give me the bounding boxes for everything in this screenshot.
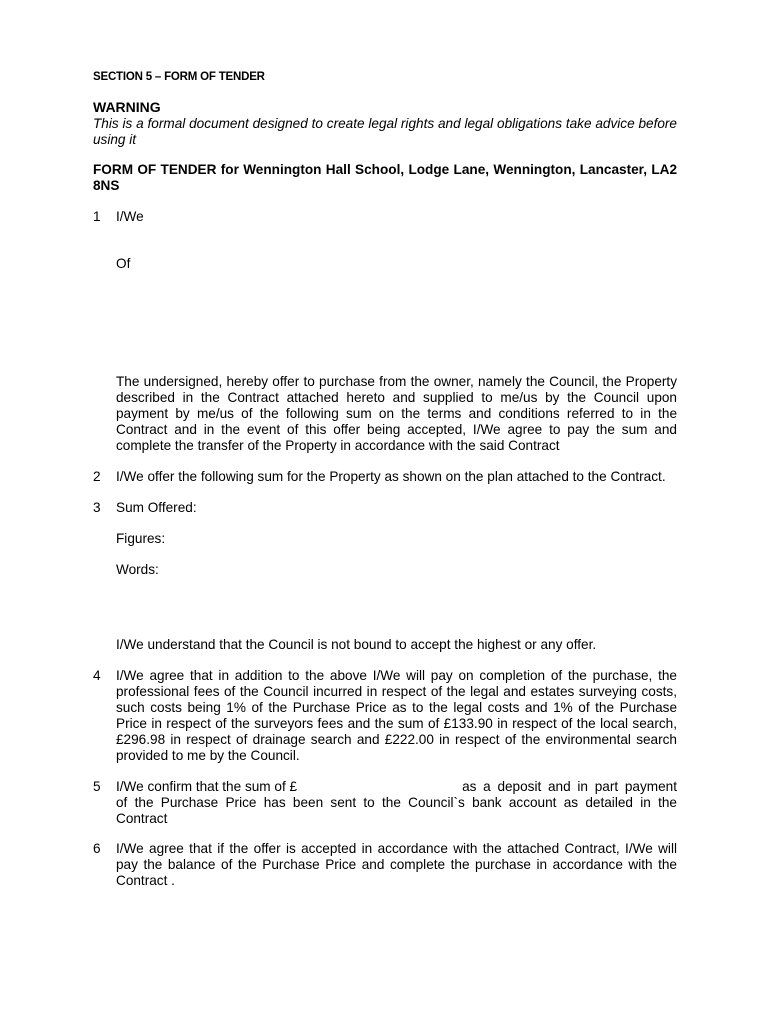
item-1	[93, 209, 677, 225]
item-2-text: I/We offer the following sum for the Property as shown on the plan attached to the Contract.	[116, 468, 666, 484]
deposit-amount-blank	[297, 779, 462, 795]
warning-heading: WARNING	[93, 98, 161, 115]
item-1-address-label: Of	[116, 256, 131, 272]
item-1-name-label: I/We	[116, 209, 144, 225]
deposit-text-start: I/We confirm that the sum of £	[116, 778, 298, 794]
item-6-text: I/We agree that if the offer is accepted in accordance with the attached Contract, I/We will pay the balance of the Purchase Price and complete the purchase in accordance with the Contract .	[116, 841, 677, 889]
item-3-number: 3	[93, 499, 101, 515]
item-1-offer-text: The undersigned, hereby offer to purchase from the owner, namely the Council, the Property described in the Contract attached hereto and supplied to me/us by the Council upon payment by me/us of the following sum on the terms and conditions referred to in the Contract and in the event of this offer being accepted, I/We agree to pay the sum and complete the transfer of the Property in accordance with the said Contract	[116, 374, 677, 453]
item-5-text-rest: of the Purchase Price has been sent to the Council`s bank account as detailed in the Contract	[116, 794, 677, 826]
item-5	[93, 779, 677, 827]
deposit-text-mid: as a deposit and in part payment	[462, 778, 677, 794]
sum-offered-label: Sum Offered:	[116, 499, 197, 515]
item-4	[93, 668, 677, 763]
warning-text: This is a formal document designed to create legal rights and legal obligations take advice before using it	[93, 115, 677, 147]
deposit-line	[116, 779, 677, 795]
item-3	[93, 500, 677, 516]
section-title: SECTION 5 – FORM OF TENDER	[93, 71, 265, 83]
item-5-number: 5	[93, 778, 101, 794]
document-page	[93, 66, 677, 889]
item-6-number: 6	[93, 841, 101, 857]
item-4-number: 4	[93, 668, 101, 684]
item-4-text: I/We agree that in addition to the above I/We will pay on completion of the purchase, the professional fees of the Council incurred in respect of the legal and estates surveying costs, such costs being 1% of the Purchase Price as to the legal costs and 1% of the Purchase Price in respect of the surveyors fees and the sum of £133.90 in respect of the local search, £296.98 in respect of drainage search and £222.00 in respect of the environmental search provided to me by the Council.	[116, 668, 677, 763]
figures-label: Figures:	[116, 530, 166, 546]
item-2-number: 2	[93, 468, 101, 484]
form-title: FORM OF TENDER for Wennington Hall School, Lodge Lane, Wennington, Lancaster, LA2 8NS	[93, 161, 677, 193]
item-2	[93, 469, 677, 485]
item-6	[93, 841, 677, 889]
words-label: Words:	[116, 561, 159, 577]
item-3-note: I/We understand that the Council is not bound to accept the highest or any offer.	[116, 637, 597, 653]
item-1-number: 1	[93, 209, 101, 225]
